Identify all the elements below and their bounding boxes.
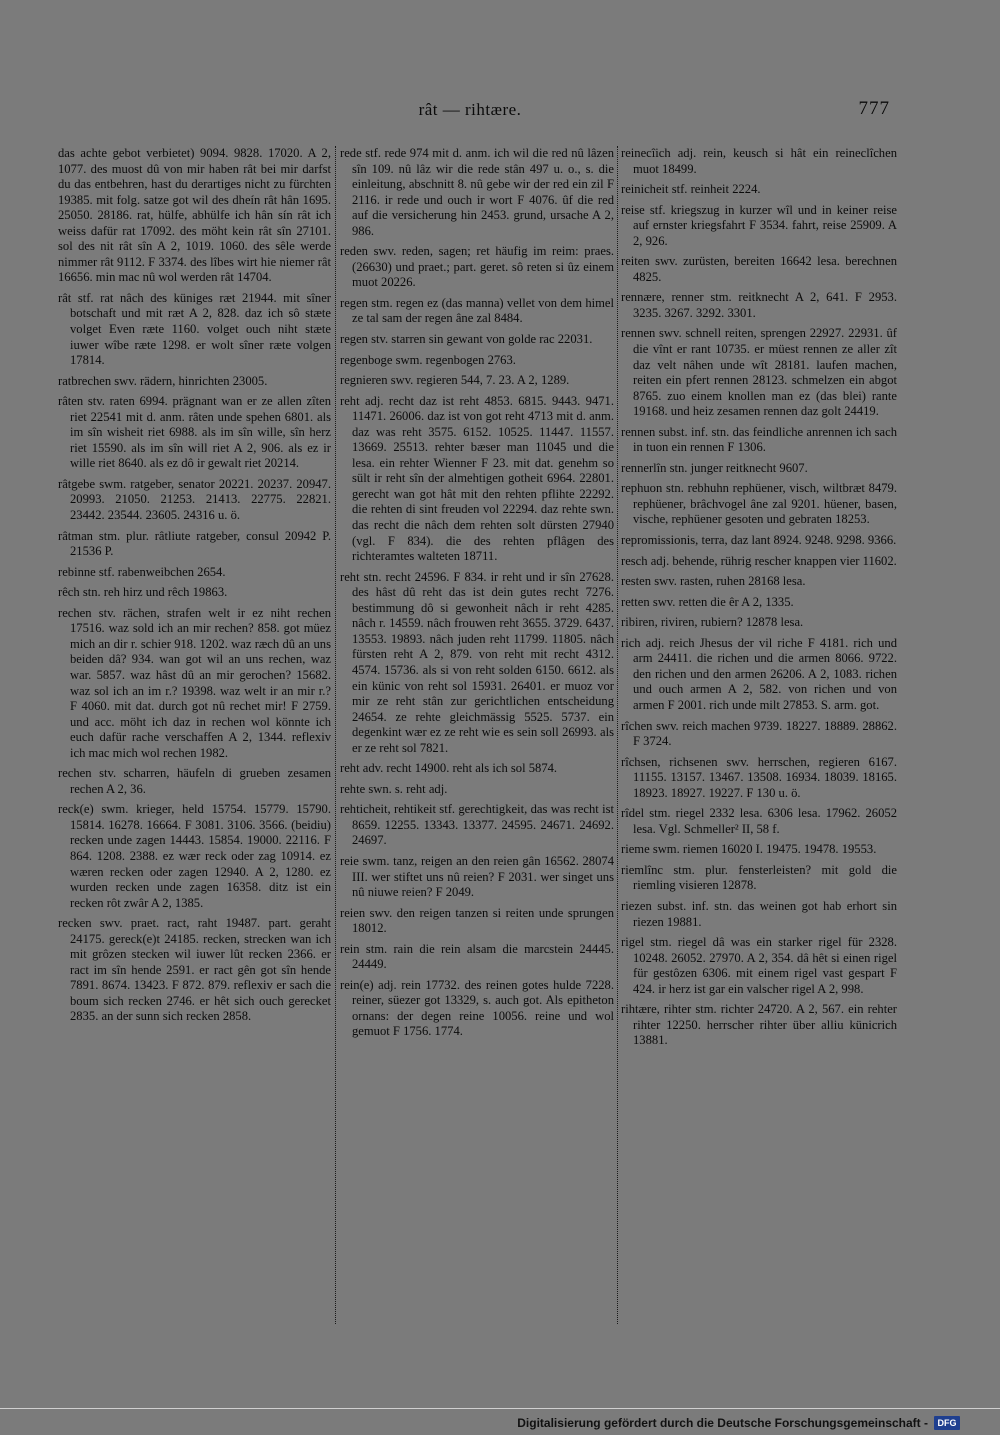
dictionary-entry: rephuon stn. rebhuhn rephüener, visch, wiltbræt 8479. rephüener, brâchvogel âne zal 9201. hüener, basen, vische, rephüener gesoten und gebraten 18253. (621, 481, 897, 527)
dictionary-entry: riezen subst. inf. stn. das weinen got hab erhort sin riezen 19881. (621, 898, 897, 929)
dictionary-entry: rîchen swv. reich machen 9739. 18227. 18889. 28862. F 3724. (621, 718, 897, 749)
dfg-logo: DFG (934, 1416, 960, 1430)
dictionary-entry: rîchsen, richsenen swv. herrschen, regieren 6167. 11155. 13157. 13467. 13508. 16934. 18039. 18165. 18923. 18927. 19227. F 130 u. ö. (621, 754, 897, 800)
column-left (58, 146, 331, 1030)
dictionary-entry: ratbrechen swv. rädern, hinrichten 23005. (58, 373, 268, 388)
dictionary-entry: rich adj. reich Jhesus der vil riche F 4181. rich und arm 24411. die richen und die armen 8066. 9722. den richen und den armen 26206. A 2, 1083. richen und ouch armen A 2, 582. von richen und von armen F 2001. rich unde milt 27853. S. arm. got. (621, 635, 897, 712)
dictionary-entry: râten stv. raten 6994. prägnant wan er ze allen zîten riet 22541 mit d. anm. râten unde spehen 6801. als im sîn wisheit riet 6988. als im sîn wille, sîn herz riet 15590. als im sîn will riet A 2, 906. als ez ir wille riet 8640. als ez dô ir gewalt riet 20214. (58, 394, 331, 471)
funding-credit-text: Digitalisierung gefördert durch die Deutsche Forschungsgemeinschaft - (517, 1416, 928, 1430)
dictionary-entry: rennen swv. schnell reiten, sprengen 22927. 22931. ûf die vînt er rant 10735. er müest rennen ze aller zît daz velt nâhen unde wît 28181. laufen machen, reiten ein pfert rennen 28123. schmelzen ein abgot 8765. zuo einem knollen man ez (das blei) rante 19168. und heiz zesamen rennen daz golt 24419. (621, 326, 897, 419)
dictionary-entry: reht adj. recht daz ist reht 4853. 6815. 9443. 9471. 11471. 26006. daz ist von got reht 4713 mit d. anm. daz was reht 3575. 6152. 10525. 11447. 11557. 13669. 25513. rehter bæser man 11045 und die lesa. ein rehter Wienner F 23. mit dat. genehm so sült ir reht sîn der almehtigen gotheit 6964. 22801. gerecht wan got hât mit den rehten pflihte 22292. die rehten di sint freuden vol 22294. daz rehte swn. das recht die nâch dem rehten solt dürsten 27940 (vgl. F 834). die des rehten pflâgen des richteramtes walteten 18711. (340, 393, 614, 564)
column-divider (617, 146, 618, 1324)
dictionary-entry: rebinne stf. rabenweibchen 2654. (58, 564, 226, 579)
dictionary-entry: rigel stm. riegel dâ was ein starker rigel für 2328. 10248. 26052. 27970. A 2, 354. dâ hêt si einen rigel für gestôzen 6306. mit einem rigel vast gespart F 424. ir herz ist gar ein valscher rigel A 2, 998. (621, 935, 897, 996)
dictionary-entry: rein(e) adj. rein 17732. des reinen gotes hulde 7228. reiner, süezer got 13329, s. auch got. Als epitheton ornans: der degen reine 10056. reine und wol gemuot F 1756. 1774. (340, 977, 614, 1039)
dictionary-entry: rieme swm. riemen 16020 I. 19475. 19478. 19553. (621, 842, 877, 857)
dictionary-entry: retten swv. retten die êr A 2, 1335. (621, 594, 794, 609)
dictionary-entry: resten swv. rasten, ruhen 28168 lesa. (621, 574, 806, 589)
dictionary-entry: rennerlîn stn. junger reitknecht 9607. (621, 460, 808, 475)
footer-credit (517, 1414, 960, 1432)
dictionary-entry: reien swv. den reigen tanzen si reiten unde sprungen 18012. (340, 905, 614, 936)
dictionary-entry: resch adj. behende, rührig rescher knappen vier 11602. (621, 553, 897, 568)
dictionary-entry: rât stf. rat nâch des küniges ræt 21944. mit sîner botschaft und mit ræt A 2, 828. daz ich sô stæte volget Even ræte 1160. volget ouch niht stæte iuwer wîbe ræte 1298. er wolt sîner ræte volgen 17814. (58, 290, 331, 368)
dictionary-entry: rechen stv. rächen, strafen welt ir ez niht rechen 17516. waz sold ich an mir rechen? 858. got müez mich an dir r. schier 918. 1202. waz ræch dû an uns beiden dâ? 934. wan got wil an uns rechen, waz war. 5857. waz hâst dû an mir gerochen? 15682. waz sol ich an im r.? 19398. waz welt ir an mir r.? F 4060. mit dat. durch got nû rechet mir! F 2759. und acc. möht ich daz in rechen wol könnte ich euch dafür rache verschaffen A 2, 1344. reflexiv ich mac mich wol rechen 1982. (58, 605, 331, 760)
dictionary-entry: reie swm. tanz, reigen an den reien gân 16562. 28074 III. wer stiftet uns nû reien? F 2031. wer singet uns nû niuwe reien? F 2049. (340, 853, 614, 900)
dictionary-entry: das achte gebot verbietet) 9094. 9828. 17020. A 2, 1077. des muost dû von mir haben rât bei mir darfst du das entbehren, hast du derartiges nicht zu fürchten 19385. mit folg. satze got wil des dheín rât hân 1695. 25050. 28186. rat, hülfe, abhülfe ich hân sín rât ich weiss dafür rat 17092. des möht kein rât sîn 27101. sol des nit rât sîn A 2, 1019. 1060. des sêle werde nimmer rât 9112. F 3374. des lîbes wirt hie niemer rât 16656. min mac nû wol werden rât 14704. (58, 146, 331, 285)
column-divider (335, 146, 336, 1324)
dictionary-entry: reht stn. recht 24596. F 834. ir reht und ir sîn 27628. des hâst dû reht das ist dein gutes recht 7276. bestimmung dô si gewonheit nâch ir reht 4285. nâch r. 14559. nâch frouwen reht 3655. 3729. 6437. 13553. 19893. nâch juden reht 11799. 11805. nâch fürsten reht A 2, 879. von reht mit recht 4312. 4574. 15736. als si von reht solden 6150. 6612. als ein künic von reht sol 15931. 26401. er muoz vor mir ze reht stân zur gerichtlichen entscheidung 24654. ze rehte gleichmässig 5525. 5737. ein degenkint wær ez ze reht wie es sein soll 26993. als er ze reht sol 7821. (340, 569, 614, 755)
dictionary-entry: râtman stm. plur. râtliute ratgeber, consul 20942 P. 21536 P. (58, 528, 331, 559)
dictionary-entry: recken swv. praet. ract, raht 19487. part. geraht 24175. gereck(e)t 24185. recken, strecken wan ich mit grôzen stecken wil iuwer lût recken 2366. er ract im sîn hende 2591. er ract gên got sîn hende 7891. 8674. 13423. F 872. 879. reflexiv er sach die boum sich recken 2746. er hêt sich ouch gerecket 2835. an der sunn sich recken 2858. (58, 916, 331, 1024)
dictionary-entry: rehticheit, rehtikeit stf. gerechtigkeit, das was recht ist 8659. 12255. 13343. 13377. 24595. 24671. 24692. 24697. (340, 802, 614, 848)
dictionary-entry: ribiren, riviren, rubiern? 12878 lesa. (621, 615, 804, 630)
dictionary-entry: regnieren swv. regieren 544, 7. 23. A 2, 1289. (340, 373, 570, 388)
dictionary-entry: regen stv. starren sin gewant von golde rac 22031. (340, 332, 593, 347)
dictionary-entry: reinicheit stf. reinheit 2224. (621, 182, 761, 197)
dictionary-entry: rede stf. rede 974 mit d. anm. ich wil die red nû lâzen sîn 109. nû lâz wir die rede stân 497 u. o., s. die einleitung, abschnitt 8. nû gebe wir der red ein zil F 2116. ir rede und ouch ir wort F 4076. ûf die red auf die versicherung hin 2453. grund, ursache A 2, 986. (340, 146, 614, 238)
dictionary-entry: rîdel stm. riegel 2332 lesa. 6306 lesa. 17962. 26052 lesa. Vgl. Schmeller² II, 58 f. (621, 806, 897, 836)
dictionary-entry: râtgebe swm. ratgeber, senator 20221. 20237. 20947. 20993. 21050. 21253. 21413. 22775. 22821. 23442. 23544. 23605. 24316 u. ö. (58, 476, 331, 523)
dictionary-entry: repromissionis, terra, daz lant 8924. 9248. 9298. 9366. (621, 533, 897, 548)
dictionary-entry: rennære, renner stm. reitknecht A 2, 641. F 2953. 3235. 3267. 3292. 3301. (621, 290, 897, 320)
column-right (621, 146, 897, 1054)
dictionary-entry: rein stm. rain die rein alsam die marcstein 24445. 24449. (340, 941, 614, 972)
dictionary-entry: reck(e) swm. krieger, held 15754. 15779. 15790. 15814. 16278. 16664. F 3081. 3106. 3566. (beidiu) recken unde zagen 14443. 15854. 19000. 22116. F 864. 1208. 2388. ez wær reck oder zag 10914. ez wæren recken oder zagen 12940. A 2, 1280. ez wurden recken unde zagen 16358. ditz ist ein recken rôt zwâr A 2, 1385. (58, 802, 331, 910)
dictionary-entry: rechen stv. scharren, häufeln di grueben zesamen rechen A 2, 36. (58, 766, 331, 796)
dictionary-entry: rennen subst. inf. stn. das feindliche anrennen ich sach in tuon ein rennen F 1306. (621, 424, 897, 455)
dictionary-entry: reiten swv. zurüsten, bereiten 16642 lesa. berechnen 4825. (621, 254, 897, 284)
page-number: 777 (858, 98, 890, 119)
column-middle (340, 146, 614, 1045)
dictionary-entry: rehte swn. s. reht adj. (340, 781, 448, 796)
running-head: rât — rihtære. (418, 100, 522, 119)
dictionary-entry: reinecîich adj. rein, keusch si hât ein reineclîchen muot 18499. (621, 146, 897, 176)
dictionary-entry: reden swv. reden, sagen; ret häufig im reim: praes. (26630) und praet.; part. geret. sô reten si ûz einem muot 20226. (340, 244, 614, 290)
dictionary-entry: regen stm. regen ez (das manna) vellet von dem himel ze tal sam der regen âne zal 8484. (340, 295, 614, 326)
page-header (0, 100, 1000, 124)
dictionary-entry: reise stf. kriegszug in kurzer wîl und in keiner reise auf ernster kriegsfahrt F 3534. fahrt, reise 25909. A 2, 926. (621, 202, 897, 248)
dictionary-entry: regenboge swm. regenbogen 2763. (340, 352, 516, 367)
footer-divider (0, 1408, 1000, 1409)
dictionary-entry: reht adv. recht 14900. reht als ich sol 5874. (340, 761, 558, 776)
dictionary-entry: rêch stn. reh hirz und rêch 19863. (58, 585, 228, 600)
dictionary-entry: rihtære, rihter stm. richter 24720. A 2, 567. ein rehter rihter 12250. herrscher rihter über alliu künicrich 13881. (621, 1002, 897, 1048)
dictionary-entry: riemlînc stm. plur. fensterleisten? mit gold die riemling visieren 12878. (621, 862, 897, 893)
